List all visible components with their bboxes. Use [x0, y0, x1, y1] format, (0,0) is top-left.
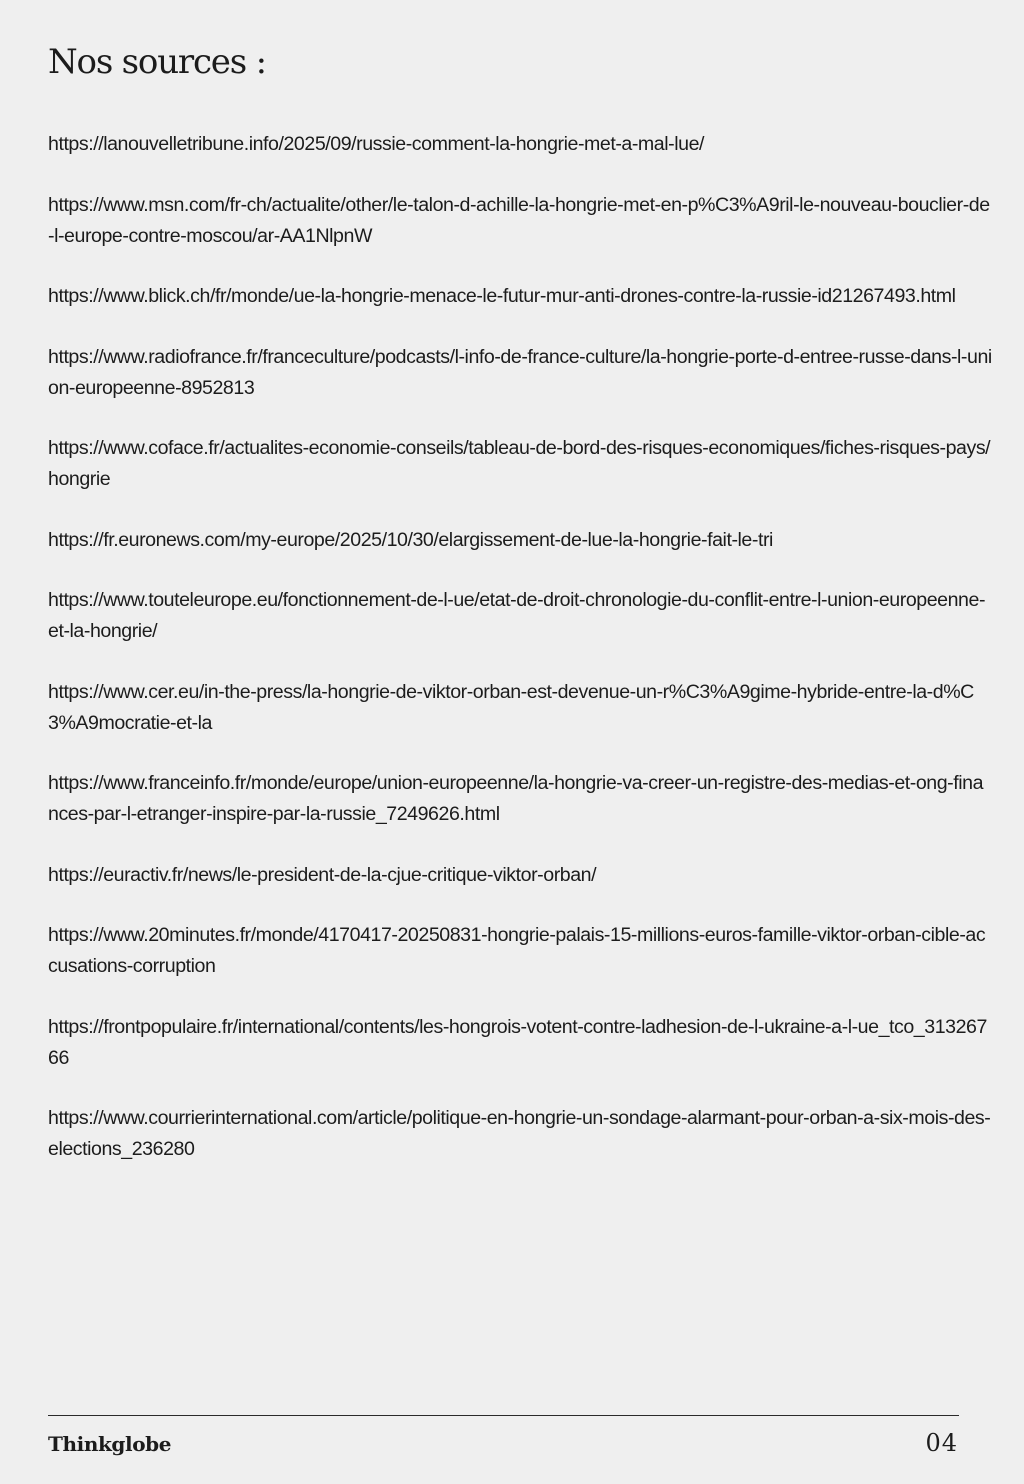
source-link[interactable]: https://www.touteleurope.eu/fonctionnement-de-l-ue/etat-de-droit-chronologie-du-conflit-entre-l-union-europeenne-et-la-hongrie/: [48, 589, 986, 642]
footer-brand: Thinkglobe: [48, 1432, 172, 1456]
source-link[interactable]: https://euractiv.fr/news/le-president-de-la-cjue-critique-viktor-orban/: [48, 863, 597, 886]
page-number: 04: [925, 1429, 958, 1457]
source-link[interactable]: https://frontpopulaire.fr/international/contents/les-hongrois-votent-contre-ladhesion-de-l-ukraine-a-l-ue_tco_31326766: [48, 1015, 987, 1069]
source-link[interactable]: https://fr.euronews.com/my-europe/2025/10/30/elargissement-de-lue-la-hongrie-fait-le-tri: [48, 528, 773, 551]
source-link[interactable]: https://www.courrierinternational.com/article/politique-en-hongrie-un-sondage-alarmant-pour-orban-a-six-mois-des-elections_236280: [48, 1107, 991, 1160]
source-link[interactable]: https://www.20minutes.fr/monde/4170417-20250831-hongrie-palais-15-millions-euros-famille-viktor-orban-cible-accusations-corruption: [48, 924, 986, 977]
source-link[interactable]: https://www.coface.fr/actualites-economie-conseils/tableau-de-bord-des-risques-economiques/fiches-risques-pays/hongrie: [48, 437, 991, 490]
sources-list: [48, 129, 993, 1195]
source-link[interactable]: https://www.msn.com/fr-ch/actualite/other/le-talon-d-achille-la-hongrie-met-en-p%C3%A9ril-le-nouveau-bouclier-de-l-europe-contre-moscou/ar-AA1NlpnW: [48, 193, 990, 247]
footer-divider: [48, 1415, 959, 1416]
source-link[interactable]: https://www.blick.ch/fr/monde/ue-la-hongrie-menace-le-futur-mur-anti-drones-contre-la-russie-id21267493.html: [48, 285, 956, 307]
page-title: Nos sources :: [48, 42, 266, 82]
source-link[interactable]: https://www.franceinfo.fr/monde/europe/union-europeenne/la-hongrie-va-creer-un-registre-des-medias-et-ong-finances-par-l-etranger-inspire-par-la-russie_7249626.html: [48, 772, 984, 825]
source-link[interactable]: https://www.cer.eu/in-the-press/la-hongrie-de-viktor-orban-est-devenue-un-r%C3%A9gime-hybride-entre-la-d%C3%A9mocratie-et-la: [48, 680, 974, 734]
source-link[interactable]: https://www.radiofrance.fr/franceculture/podcasts/l-info-de-france-culture/la-hongrie-porte-d-entree-russe-dans-l-union-europeenne-8952813: [48, 345, 992, 399]
source-link[interactable]: https://lanouvelletribune.info/2025/09/russie-comment-la-hongrie-met-a-mal-lue/: [48, 133, 705, 155]
